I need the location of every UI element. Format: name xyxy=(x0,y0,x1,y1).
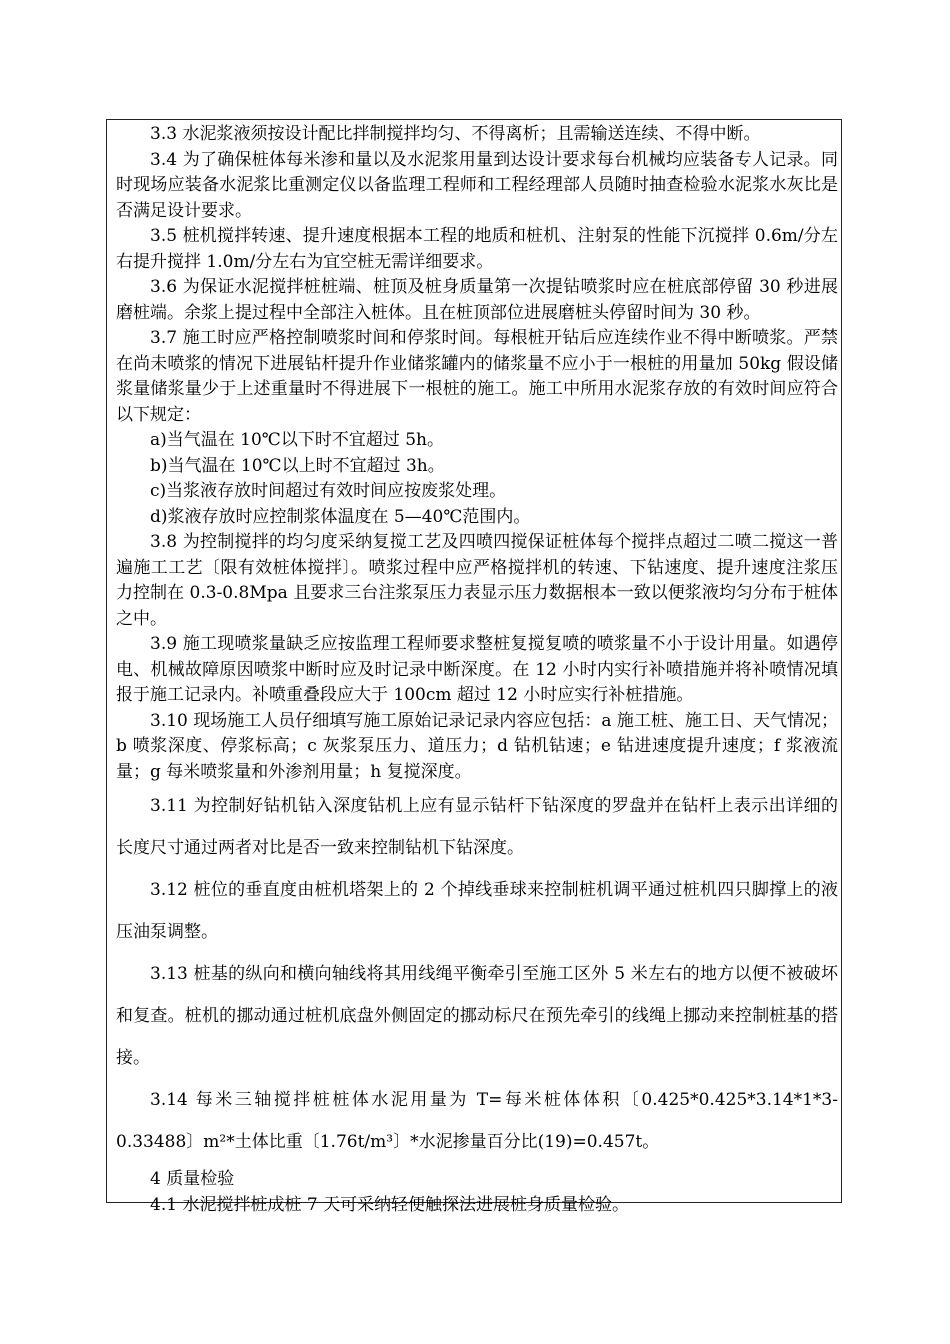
paragraph-3-6: 3.6 为保证水泥搅拌桩桩端、桩顶及桩身质量第一次提钻喷浆时应在桩底部停留 30 秒进展磨桩端。余浆上提过程中全部注入桩体。且在桩顶部位进展磨桩头停留时间为 30 秒。 xyxy=(116,277,838,323)
list-item-3-7-d: d)浆液存放时应控制浆体温度在 5—40℃范围内。 xyxy=(150,506,531,527)
paragraph-3-12: 3.12 桩位的垂直度由桩机塔架上的 2 个掉线垂球来控制桩机调平通过桩机四只脚撑上的液压油泵调整。 xyxy=(116,880,838,942)
list-item-3-7-b: b)当气温在 10℃以上时不宜超过 3h。 xyxy=(150,455,445,476)
section-heading-4: 4 质量检验 xyxy=(150,1169,235,1189)
list-item-3-7-c: c)当浆液存放时间超过有效时间应按废浆处理。 xyxy=(150,481,507,501)
paragraph-3-3: 3.3 水泥浆液须按设计配比拌制搅拌均匀、不得离析；且需输送连续、不得中断。 xyxy=(150,124,761,144)
paragraph-3-7: 3.7 施工时应严格控制喷浆时间和停浆时间。每根桩开钻后应连续作业不得中断喷浆。严禁在尚未喷浆的情况下进展钻杆提升作业储浆罐内的储浆量不应小于一根桩的用量加 50kg 假设储浆量储浆量少于上述重量时不得进展下一根桩的施工。施工中所用水泥浆存放的有效时间应符合以下规定： xyxy=(116,328,838,425)
paragraph-3-9: 3.9 施工现喷浆量缺乏应按监理工程师要求整桩复搅复喷的喷浆量不小于设计用量。如遇停电、机械故障原因喷浆中断时应及时记录中断深度。在 12 小时内实行补喷措施并将补喷情况填报于施工记录内。补喷重叠段应大于 100cm 超过 12 小时应实行补桩措施。 xyxy=(116,634,838,705)
paragraph-4-1: 4.1 水泥搅拌桩成桩 7 天可采纳轻便触探法进展桩身质量检验。 xyxy=(150,1194,630,1215)
paragraph-3-14: 3.14 每米三轴搅拌桩桩体水泥用量为 T=每米桩体体积〔0.425*0.425*3.14*1*3-0.33488〕m²*土体比重〔1.76t/m³〕*水泥掺量百分比(19)=0.457t。 xyxy=(116,1090,838,1152)
list-item-3-7-a: a)当气温在 10℃以下时不宜超过 5h。 xyxy=(150,430,444,450)
paragraph-3-4: 3.4 为了确保桩体每米渗和量以及水泥浆用量到达设计要求每台机械均应装备专人记录。同时现场应装备水泥浆比重测定仪以备监理工程师和工程经理部人员随时抽查检验水泥浆水灰比是否满足设计要求。 xyxy=(116,149,838,221)
paragraph-3-8: 3.8 为控制搅拌的均匀度采纳复搅工艺及四喷四搅保证桩体每个搅拌点超过二喷二搅这一普遍施工工艺〔限有效桩体搅拌〕。喷浆过程中应严格搅拌机的转速、下钻速度、提升速度注浆压力控制在 0.3-0.8Mpa 且要求三台注浆泵压力表显示压力数据根本一致以便浆液均匀分布于桩体之中。 xyxy=(116,532,838,629)
paragraph-3-10: 3.10 现场施工人员仔细填写施工原始记录记录内容应包括：a 施工桩、施工日、天气情况；b 喷浆深度、停浆标高；c 灰浆泵压力、道压力；d 钻机钻速；e 钻进速度提升速度；f 浆液流量；g 每米喷浆量和外渗剂用量；h 复搅深度。 xyxy=(116,710,838,782)
paragraph-3-13: 3.13 桩基的纵向和横向轴线将其用线绳平衡牵引至施工区外 5 米左右的地方以便不被破坏和复查。桩机的挪动通过桩机底盘外侧固定的挪动标尺在预先牵引的线绳上挪动来控制桩基的搭接。 xyxy=(116,964,838,1068)
paragraph-3-5: 3.5 桩机搅拌转速、提升速度根据本工程的地质和桩机、注射泵的性能下沉搅拌 0.6m/分左右提升搅拌 1.0m/分左右为宜空桩无需详细要求。 xyxy=(116,226,838,272)
paragraph-3-11: 3.11 为控制好钻机钻入深度钻机上应有显示钻杆下钻深度的罗盘并在钻杆上表示出详细的长度尺寸通过两者对比是否一致来控制钻机下钻深度。 xyxy=(116,796,838,858)
document-body xyxy=(116,122,838,1218)
